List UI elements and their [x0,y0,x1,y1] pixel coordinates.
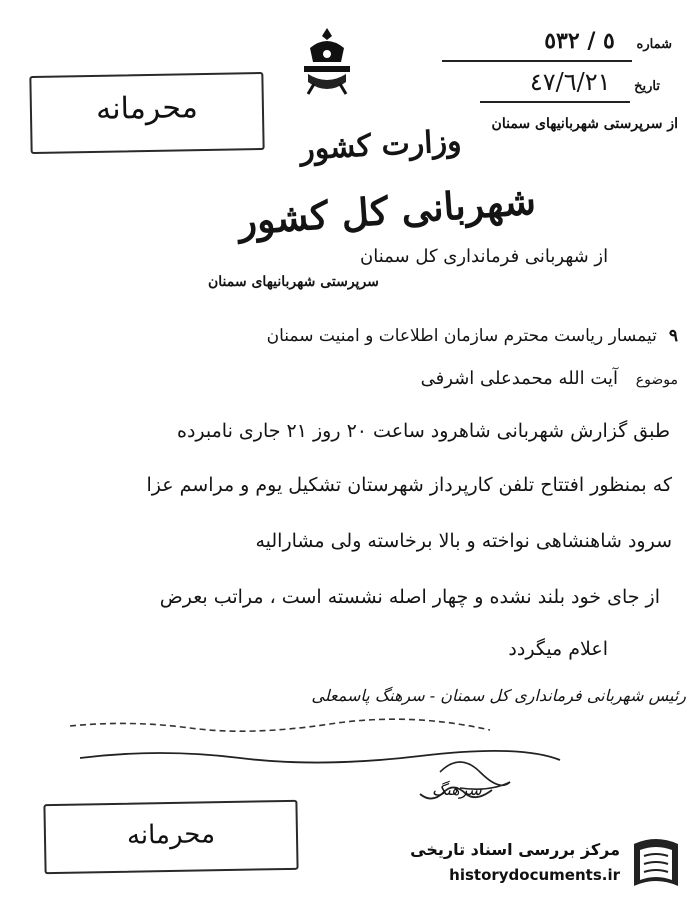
confidential-stamp-top-text: محرمانه [95,90,199,127]
header-underline [442,60,632,62]
subject-line [421,368,678,389]
subject-label: موضوع [635,372,678,388]
signatory-line: سرپرستی شهربانیهای سمنان [208,274,379,290]
body-line-5: اعلام میگردد [508,638,608,660]
confidential-stamp-top [29,72,264,154]
watermark-url: historydocuments.ir [449,866,620,884]
recipient-line [267,326,678,346]
number-label: شماره [636,37,672,52]
cc-line: رئیس شهربانی فرمانداری کل سمنان - سرهنگ پاسمعلی [311,686,686,705]
confidential-stamp-bottom-text: محرمانه [126,819,216,851]
crown-emblem-icon [296,26,358,98]
archive-logo-icon [626,836,686,894]
letter-date [530,68,660,96]
letter-number [544,28,672,54]
body-line-3: سرود شاهنشاهی نواخته و بالا برخاسته ولی مشارالیه [255,530,672,552]
bullet-mark: ٩ [668,326,678,346]
subject-value: آیت الله محمدعلی اشرفی [420,368,619,389]
archive-watermark [410,834,690,896]
from-value: سرپرستی شهربانیهای سمنان [491,116,663,132]
from-label: از [667,116,678,132]
body-line-1: طبق گزارش شهربانی شاهرود ساعت ۲۰ روز ۲۱ جاری نامبرده [177,420,670,442]
date-value: ٤٧/٦/٢١ [529,68,611,96]
recipient-text: تیمسار ریاست محترم سازمان اطلاعات و امنیت سمنان [266,326,657,346]
letter-from [492,116,678,132]
number-value: ٥ / ٥٣۲ [544,28,615,54]
ministry-heading: وزارت کشور [299,123,463,168]
signature-note: سرهنگ [432,780,482,799]
body-line-4: از جای خود بلند نشده و چهار اصله نشسته است ، مراتب بعرض [159,586,660,608]
confidential-stamp-bottom [43,800,298,874]
date-label: تاریخ [634,79,660,94]
watermark-title: مرکز بررسی اسناد تاریخی [410,840,620,859]
from-line: از شهربانی فرمانداری کل سمنان [360,246,609,267]
police-heading: شهربانی کل کشور [236,177,538,244]
body-line-2: که بمنظور افتتاح تلفن کارپرداز شهرستان تشکیل یوم و مراسم عزا [146,474,672,496]
date-underline [480,101,630,103]
